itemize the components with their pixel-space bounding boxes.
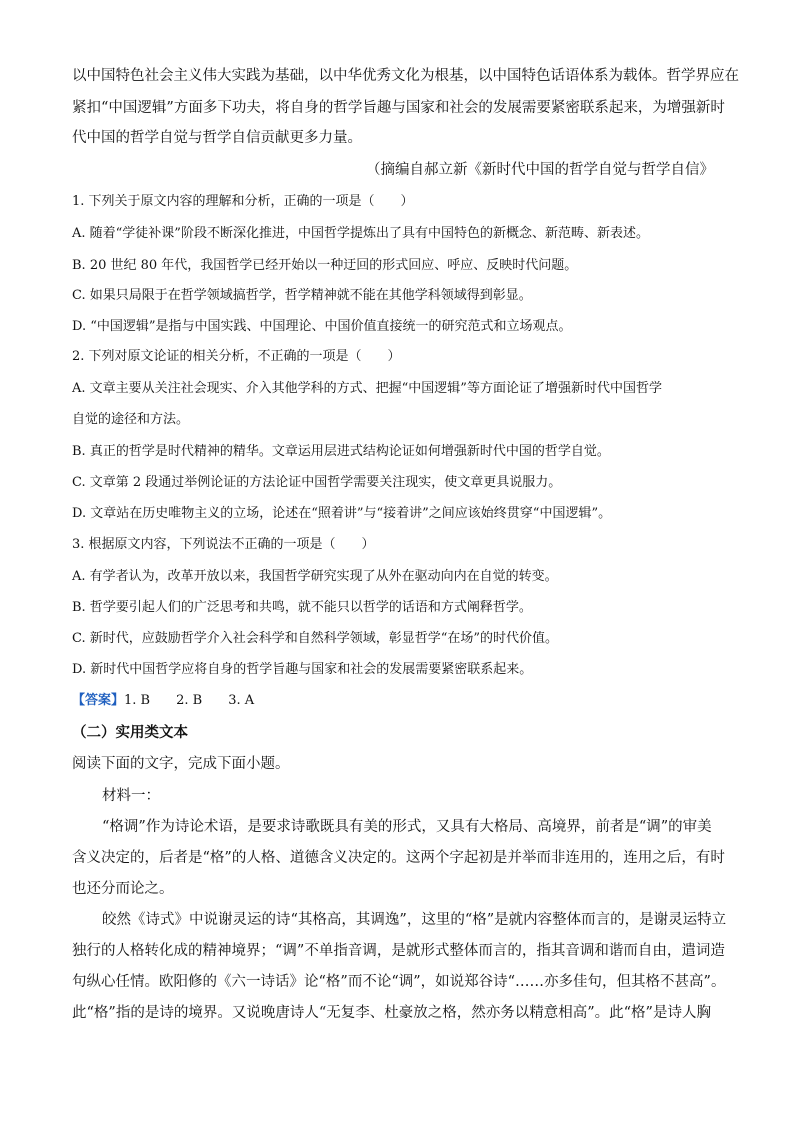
question-1-option-a: A. 随着“学徒补课”阶段不断深化推进，中国哲学提炼出了具有中国特色的新概念、新范畴、新表述。 [72,226,649,241]
paragraph-2-line: 皎然《诗式》中说谢灵运的诗“其格高，其调逸”，这里的“格”是就内容整体而言的，是谢灵运特立 [102,912,727,928]
question-1-option-c: C. 如果只局限于在哲学领域搞哲学，哲学精神就不能在其他学科领域得到彰显。 [72,288,532,303]
instruction: 阅读下面的文字，完成下面小题。 [72,756,290,772]
answer-text: 1. B 2. B 3. A [124,693,255,708]
question-2-option-a-cont: 自觉的途径和方法。 [72,412,190,427]
paragraph-1-line: “格调”作为诗论术语，是要求诗歌既具有美的形式，又具有大格局、高境界，前者是“调”的审美 [102,819,712,835]
question-2-option-c: C. 文章第 2 段通过举例论证的方法论证中国哲学需要关注现实，使文章更具说服力。 [72,475,562,490]
paragraph-2-line: 独行的人格转化成的精神境界；“调”不单指音调，是就形式整体而言的，指其音调和谐而自由，遣词造 [72,943,725,959]
question-3-option-a: A. 有学者认为，改革开放以来，我国哲学研究实现了从外在驱动向内在自觉的转变。 [72,569,558,584]
question-2-option-d: D. 文章站在历史唯物主义的立场，论述在“照着讲”与“接着讲”之间应该始终贯穿“中国逻辑”。 [72,506,612,521]
passage-line: 紧扣“中国逻辑”方面多下功夫，将自身的哲学旨趣与国家和社会的发展需要紧密联系起来，为增强新时 [72,100,725,116]
answer-tag: 【答案】 [72,693,125,708]
question-2-stem: 2. 下列对原文论证的相关分析，不正确的一项是（ ） [72,349,401,364]
source-citation: （摘编自郝立新《新时代中国的哲学自觉与哲学自信》 [366,162,714,178]
question-1-stem: 1. 下列关于原文内容的理解和分析，正确的一项是（ ） [72,194,414,209]
question-3-option-b: B. 哲学要引起人们的广泛思考和共鸣，就不能只以哲学的话语和方式阐释哲学。 [72,600,532,615]
question-1-option-b: B. 20 世纪 80 年代，我国哲学已经开始以一种迂回的形式回应、呼应、反映时代问题。 [72,258,578,273]
question-3-stem: 3. 根据原文内容，下列说法不正确的一项是（ ） [72,537,375,552]
passage-line: 以中国特色社会主义伟大实践为基础，以中华优秀文化为根基，以中国特色话语体系为载体。哲学界应在 [72,68,739,84]
question-3-option-c: C. 新时代，应鼓励哲学介入社会科学和自然科学领域，彰显哲学“在场”的时代价值。 [72,631,559,646]
material-label: 材料一： [102,788,160,804]
answer-line [72,691,722,711]
paragraph-1-line: 也还分而论之。 [72,881,174,897]
question-2-option-a: A. 文章主要从关注社会现实、介入其他学科的方式、把握“中国逻辑”等方面论证了增强新时代中国哲学 [72,381,662,396]
paragraph-2-line: 句纵心任情。欧阳修的《六一诗话》论“格”而不论“调”，如说郑谷诗“……亦多佳句，但其格不甚高”。 [72,974,726,990]
section-title: （二）实用类文本 [72,724,188,741]
paragraph-2-line: 此“格”指的是诗的境界。又说晚唐诗人“无复李、杜豪放之格，然亦务以精意相高”。此“格”是诗人胸 [72,1005,711,1021]
question-1-option-d: D. “中国逻辑”是指与中国实践、中国理论、中国价值直接统一的研究范式和立场观点。 [72,319,572,334]
paragraph-1-line: 含义决定的，后者是“格”的人格、道德含义决定的。这两个字起初是并举而非连用的，连用之后，有时 [72,850,725,866]
passage-line: 代中国的哲学自觉与哲学自信贡献更多力量。 [72,130,362,146]
question-3-option-d: D. 新时代中国哲学应将自身的哲学旨趣与国家和社会的发展需要紧密联系起来。 [72,662,533,677]
question-2-option-b: B. 真正的哲学是时代精神的精华。文章运用层进式结构论证如何增强新时代中国的哲学自觉。 [72,444,610,459]
